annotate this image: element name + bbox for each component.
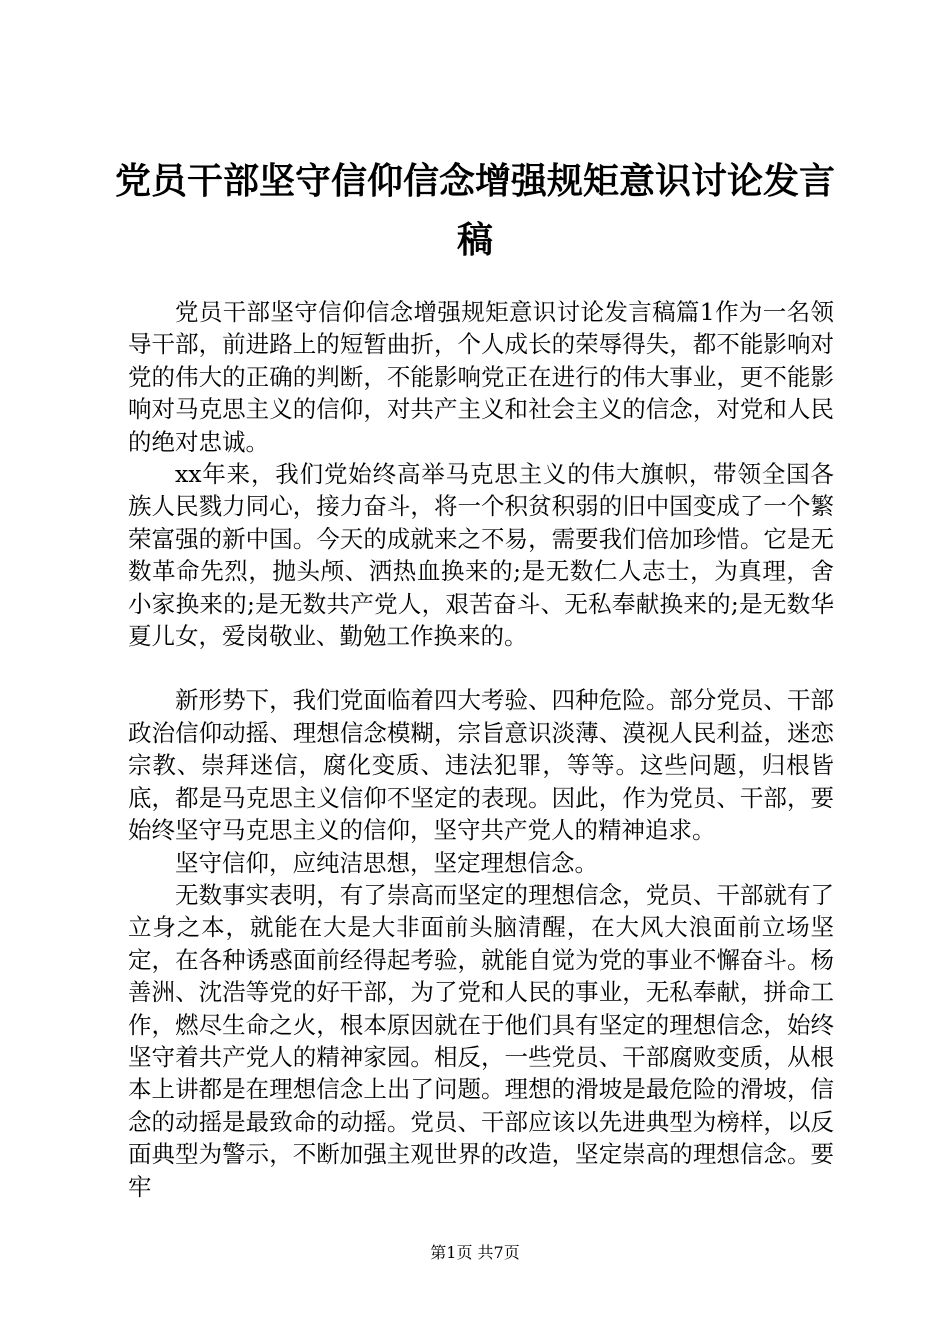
paragraph: 新形势下，我们党面临着四大考验、四种危险。部分党员、干部政治信仰动摇、理想信念模糊，宗旨意识淡薄、漠视人民利益，迷恋宗教、崇拜迷信，腐化变质、违法犯罪，等等。这些问题，归根皆底，都是马克思主义信仰不坚定的表现。因此，作为党员、干部，要始终坚守马克思主义的信仰，坚守共产党人的精神追求。	[128, 686, 834, 845]
document-body	[128, 296, 834, 1203]
paragraph: xx年来，我们党始终高举马克思主义的伟大旗帜，带领全国各族人民戮力同心，接力奋斗，将一个积贫积弱的旧中国变成了一个繁荣富强的新中国。今天的成就来之不易，需要我们倍加珍惜。它是无数革命先烈，抛头颅、洒热血换来的;是无数仁人志士，为真理，舍小家换来的;是无数共产党人，艰苦奋斗、无私奉献换来的;是无数华夏儿女，爱岗敬业、勤勉工作换来的。	[128, 460, 834, 651]
page-number-footer: 第1页 共7页	[430, 1243, 520, 1262]
paragraph: 党员干部坚守信仰信念增强规矩意识讨论发言稿篇1作为一名领导干部，前进路上的短暂曲折，个人成长的荣辱得失，都不能影响对党的伟大的正确的判断，不能影响党正在进行的伟大事业，更不能影响对马克思主义的信仰，对共产主义和社会主义的信念，对党和人民的绝对忠诚。	[128, 298, 834, 456]
paragraph: 无数事实表明，有了崇高而坚定的理想信念，党员、干部就有了立身之本，就能在大是大非面前头脑清醒，在大风大浪面前立场坚定，在各种诱惑面前经得起考验，就能自觉为党的事业不懈奋斗。杨善洲、沈浩等党的好干部，为了党和人民的事业，无私奉献，拼命工作，燃尽生命之火，根本原因就在于他们具有坚定的理想信念，始终坚守着共产党人的精神家园。相反，一些党员、干部腐败变质，从根本上讲都是在理想信念上出了问题。理想的滑坡是最危险的滑坡，信念的动摇是最致命的动摇。党员、干部应该以先进典型为榜样，以反面典型为警示，不断加强主观世界的改造，坚定崇高的理想信念。要牢	[128, 880, 834, 1201]
paragraph: 坚守信仰，应纯洁思想，坚定理想信念。	[175, 848, 598, 877]
document-title-line-2: 稿	[456, 220, 493, 261]
document-title-line-1: 党员干部坚守信仰信念增强规矩意识讨论发言	[114, 161, 835, 202]
